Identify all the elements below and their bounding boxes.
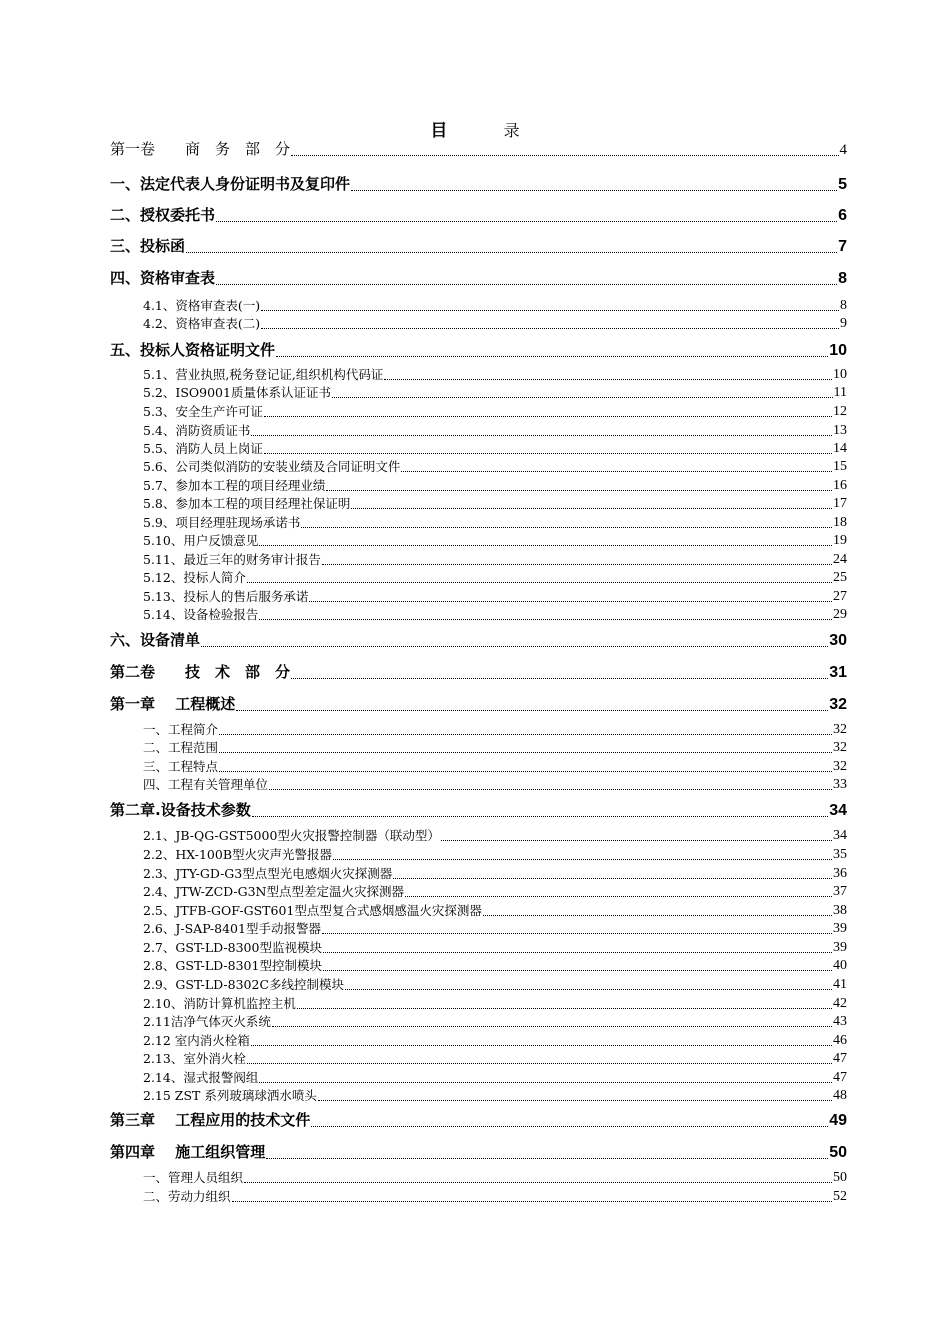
toc-dot-leader xyxy=(216,284,837,285)
toc-entry[interactable] xyxy=(143,977,847,993)
toc-dot-leader xyxy=(264,453,832,454)
toc-entry-page-number: 25 xyxy=(833,570,847,585)
toc-entry[interactable] xyxy=(110,234,847,256)
toc-entry-label: 2.5、JTFB-GOF-GST601型点型复合式感烟感温火灾探测器 xyxy=(143,903,482,918)
toc-dot-leader xyxy=(351,190,837,191)
toc-entry-page-number: 48 xyxy=(833,1088,847,1103)
toc-entry-label: 5.10、用户反馈意见 xyxy=(143,533,259,548)
toc-entry[interactable] xyxy=(143,903,847,919)
toc-entry-label: 第三章 工程应用的技术文件 xyxy=(110,1111,311,1129)
toc-entry-label: 4.1、资格审查表(一) xyxy=(143,298,261,313)
toc-entry-page-number: 13 xyxy=(833,423,847,438)
toc-dot-leader xyxy=(297,1008,832,1009)
toc-entry[interactable] xyxy=(143,385,847,401)
toc-entry[interactable] xyxy=(143,1189,847,1205)
toc-entry-page-number: 17 xyxy=(833,496,847,511)
toc-dot-leader xyxy=(201,646,828,647)
toc-entry[interactable] xyxy=(110,1108,847,1130)
toc-dot-leader xyxy=(216,221,837,222)
toc-entry[interactable] xyxy=(143,552,847,568)
toc-entry-page-number: 37 xyxy=(833,884,847,899)
toc-entry-page-number: 32 xyxy=(833,740,847,755)
toc-dot-leader xyxy=(333,859,832,860)
toc-entry-label: 2.11洁净气体灭火系统 xyxy=(143,1014,271,1029)
toc-entry-label: 2.1、JB-QG-GST5000型火灾报警控制器（联动型） xyxy=(143,828,440,843)
toc-dot-leader xyxy=(441,840,832,841)
toc-entry[interactable] xyxy=(110,628,847,650)
toc-entry-page-number: 24 xyxy=(833,552,847,567)
toc-entry-label: 第一卷 商 务 部 分 xyxy=(110,140,291,158)
toc-entry-label: 5.13、投标人的售后服务承诺 xyxy=(143,589,309,604)
toc-entry[interactable] xyxy=(143,958,847,974)
toc-entry-page-number: 6 xyxy=(838,207,847,224)
toc-entry[interactable] xyxy=(143,1033,847,1049)
toc-dot-leader xyxy=(251,435,832,436)
toc-entry[interactable] xyxy=(143,298,847,314)
toc-entry-page-number: 32 xyxy=(829,696,847,713)
toc-entry[interactable] xyxy=(143,478,847,494)
toc-entry[interactable] xyxy=(110,660,847,682)
toc-dot-leader xyxy=(252,816,829,817)
toc-entry-page-number: 39 xyxy=(833,921,847,936)
toc-entry-page-number: 11 xyxy=(833,385,847,400)
toc-entry[interactable] xyxy=(143,367,847,383)
toc-title-sub: 录 xyxy=(503,121,520,140)
toc-dot-leader xyxy=(219,752,832,753)
toc-entry[interactable] xyxy=(110,172,847,194)
toc-entry-page-number: 4 xyxy=(839,142,847,158)
toc-entry[interactable] xyxy=(143,1014,847,1030)
toc-entry[interactable] xyxy=(143,1088,847,1104)
toc-dot-leader xyxy=(326,490,832,491)
toc-dot-leader xyxy=(351,508,832,509)
toc-entry[interactable] xyxy=(143,940,847,956)
toc-entry-page-number: 15 xyxy=(833,459,847,474)
toc-dot-leader xyxy=(232,1201,832,1202)
toc-entry[interactable] xyxy=(143,607,847,623)
toc-dot-leader xyxy=(393,878,832,879)
toc-entry[interactable] xyxy=(143,423,847,439)
toc-dot-leader xyxy=(251,1045,832,1046)
toc-entry[interactable] xyxy=(143,441,847,457)
toc-entry[interactable] xyxy=(143,866,847,882)
toc-entry-label: 一、法定代表人身份证明书及复印件 xyxy=(110,175,351,193)
toc-entry[interactable] xyxy=(143,404,847,420)
toc-entry-page-number: 12 xyxy=(833,404,847,419)
toc-entry[interactable] xyxy=(143,589,847,605)
toc-entry-page-number: 8 xyxy=(840,298,847,313)
toc-entry-label: 2.4、JTW-ZCD-G3N型点型差定温火灾探测器 xyxy=(143,884,404,899)
toc-entry[interactable] xyxy=(110,1140,847,1162)
toc-dot-leader xyxy=(259,619,832,620)
toc-entry-label: 5.8、参加本工程的项目经理社保证明 xyxy=(143,496,351,511)
toc-entry-page-number: 49 xyxy=(829,1112,847,1129)
toc-entry-page-number: 34 xyxy=(833,828,847,843)
toc-dot-leader xyxy=(244,1182,832,1183)
toc-entry-page-number: 41 xyxy=(833,977,847,992)
toc-entry-page-number: 10 xyxy=(833,367,847,382)
toc-entry-page-number: 29 xyxy=(833,607,847,622)
toc-dot-leader xyxy=(322,564,832,565)
toc-dot-leader xyxy=(247,1063,832,1064)
toc-entry[interactable] xyxy=(143,316,847,332)
toc-entry-label: 2.3、JTY-GD-G3型点型光电感烟火灾探测器 xyxy=(143,866,393,881)
toc-entry-page-number: 9 xyxy=(840,316,847,331)
toc-entry[interactable] xyxy=(110,692,847,714)
toc-entry-page-number: 18 xyxy=(833,515,847,530)
toc-entry-label: 第一章 工程概述 xyxy=(110,695,236,713)
toc-entry[interactable] xyxy=(143,570,847,586)
toc-dot-leader xyxy=(186,252,837,253)
toc-dot-leader xyxy=(269,789,832,790)
toc-entry-label: 二、劳动力组织 xyxy=(143,1189,231,1204)
toc-entry-page-number: 50 xyxy=(833,1170,847,1185)
toc-entry-page-number: 16 xyxy=(833,478,847,493)
toc-dot-leader xyxy=(219,734,832,735)
toc-entry-label: 五、投标人资格证明文件 xyxy=(110,341,276,359)
toc-entry[interactable] xyxy=(143,459,847,475)
toc-dot-leader xyxy=(272,1026,832,1027)
toc-entry-label: 5.4、消防资质证书 xyxy=(143,423,251,438)
toc-entry-label: 2.15 ZST 系列玻璃球洒水喷头 xyxy=(143,1088,317,1103)
toc-entry-label: 5.6、公司类似消防的安装业绩及合同证明文件 xyxy=(143,459,401,474)
toc-entry[interactable] xyxy=(143,847,847,863)
toc-entry[interactable] xyxy=(143,1170,847,1186)
toc-entry-label: 四、工程有关管理单位 xyxy=(143,777,269,792)
toc-dot-leader xyxy=(266,1158,828,1159)
toc-title-main: 目 xyxy=(430,121,448,141)
toc-entry-label: 2.2、HX-100B型火灾声光警报器 xyxy=(143,847,333,862)
toc-entry-label: 一、管理人员组织 xyxy=(143,1170,244,1185)
toc-entry-page-number: 47 xyxy=(833,1051,847,1066)
toc-entry-page-number: 33 xyxy=(833,777,847,792)
toc-dot-leader xyxy=(323,952,832,953)
toc-dot-leader xyxy=(405,896,832,897)
toc-entry-page-number: 50 xyxy=(829,1144,847,1161)
toc-entry[interactable] xyxy=(143,1051,847,1067)
toc-entry-page-number: 27 xyxy=(833,589,847,604)
toc-entry-label: 六、设备清单 xyxy=(110,631,201,649)
toc-entry-page-number: 31 xyxy=(829,664,847,681)
toc-entry-page-number: 39 xyxy=(833,940,847,955)
toc-entry-label: 2.8、GST-LD-8301型控制模块 xyxy=(143,958,322,973)
toc-entry-page-number: 46 xyxy=(833,1033,847,1048)
toc-dot-leader xyxy=(261,328,839,329)
toc-entry-label: 三、投标函 xyxy=(110,237,186,255)
toc-entry-label: 5.12、投标人简介 xyxy=(143,570,246,585)
toc-dot-leader xyxy=(323,970,832,971)
toc-dot-leader xyxy=(483,915,832,916)
toc-entry-label: 2.13、室外消火栓 xyxy=(143,1051,246,1066)
toc-dot-leader xyxy=(345,989,832,990)
toc-entry[interactable] xyxy=(143,533,847,549)
toc-entry[interactable] xyxy=(110,266,847,288)
toc-entry-label: 2.14、湿式报警阀组 xyxy=(143,1070,259,1085)
toc-dot-leader xyxy=(309,601,832,602)
toc-entry-page-number: 7 xyxy=(838,238,847,255)
toc-entry-page-number: 14 xyxy=(833,441,847,456)
toc-entry[interactable] xyxy=(143,515,847,531)
toc-entry-label: 5.9、项目经理驻现场承诺书 xyxy=(143,515,301,530)
toc-entry-page-number: 36 xyxy=(833,866,847,881)
toc-entry-label: 5.5、消防人员上岗证 xyxy=(143,441,263,456)
toc-entry-label: 四、资格审查表 xyxy=(110,269,216,287)
toc-entry[interactable] xyxy=(110,338,847,360)
toc-entry-page-number: 32 xyxy=(833,722,847,737)
toc-dot-leader xyxy=(264,416,832,417)
toc-entry-page-number: 52 xyxy=(833,1189,847,1204)
toc-entry-page-number: 43 xyxy=(833,1014,847,1029)
toc-entry-page-number: 19 xyxy=(833,533,847,548)
toc-entry-page-number: 35 xyxy=(833,847,847,862)
toc-entry-label: 一、工程简介 xyxy=(143,722,219,737)
toc-entry[interactable] xyxy=(110,203,847,225)
toc-entry-page-number: 8 xyxy=(838,270,847,287)
toc-entry-label: 5.11、最近三年的财务审计报告 xyxy=(143,552,321,567)
toc-entry[interactable] xyxy=(143,722,847,738)
toc-entry-page-number: 34 xyxy=(829,802,847,819)
toc-entry-label: 第四章 施工组织管理 xyxy=(110,1143,266,1161)
toc-entry[interactable] xyxy=(143,921,847,937)
toc-entry-page-number: 10 xyxy=(829,342,847,359)
toc-dot-leader xyxy=(247,582,832,583)
toc-entry-label: 5.2、ISO9001质量体系认证证书 xyxy=(143,385,331,400)
toc-entry-label: 二、工程范围 xyxy=(143,740,219,755)
toc-entry-label: 二、授权委托书 xyxy=(110,206,216,224)
toc-dot-leader xyxy=(384,379,832,380)
toc-dot-leader xyxy=(322,933,832,934)
toc-dot-leader xyxy=(401,471,832,472)
toc-entry-page-number: 5 xyxy=(838,176,847,193)
toc-entry[interactable] xyxy=(143,777,847,793)
toc-dot-leader xyxy=(318,1100,832,1101)
toc-entry-label: 2.10、消防计算机监控主机 xyxy=(143,996,296,1011)
toc-entry-label: 5.7、参加本工程的项目经理业绩 xyxy=(143,478,326,493)
toc-entry[interactable] xyxy=(143,740,847,756)
toc-entry-label: 4.2、资格审查表(二) xyxy=(143,316,261,331)
toc-dot-leader xyxy=(259,545,832,546)
toc-entry[interactable] xyxy=(143,1070,847,1086)
toc-dot-leader xyxy=(259,1082,832,1083)
toc-entry[interactable] xyxy=(143,828,847,844)
toc-entry-page-number: 40 xyxy=(833,958,847,973)
toc-dot-leader xyxy=(219,771,832,772)
toc-entry[interactable] xyxy=(110,140,847,159)
toc-entry-label: 第二章.设备技术参数 xyxy=(110,801,251,819)
toc-dot-leader xyxy=(311,1126,828,1127)
toc-entry-label: 5.1、营业执照,税务登记证,组织机构代码证 xyxy=(143,367,384,382)
toc-entry[interactable] xyxy=(110,798,847,820)
toc-entry-label: 2.9、GST-LD-8302C多线控制模块 xyxy=(143,977,345,992)
toc-entry-label: 5.14、设备检验报告 xyxy=(143,607,259,622)
toc-dot-leader xyxy=(332,397,833,398)
toc-entry-page-number: 30 xyxy=(829,632,847,649)
toc-entry[interactable] xyxy=(143,884,847,900)
toc-entry[interactable] xyxy=(143,996,847,1012)
toc-dot-leader xyxy=(291,155,838,156)
toc-entry-page-number: 38 xyxy=(833,903,847,918)
toc-dot-leader xyxy=(261,310,839,311)
toc-entry-label: 三、工程特点 xyxy=(143,759,219,774)
toc-entry-label: 2.12 室内消火栓箱 xyxy=(143,1033,250,1048)
toc-entry[interactable] xyxy=(143,496,847,512)
toc-dot-leader xyxy=(236,710,828,711)
toc-entry-page-number: 47 xyxy=(833,1070,847,1085)
toc-entry-label: 2.7、GST-LD-8300型监视模块 xyxy=(143,940,322,955)
toc-entry-page-number: 42 xyxy=(833,996,847,1011)
toc-entry-label: 5.3、安全生产许可证 xyxy=(143,404,263,419)
toc-entry[interactable] xyxy=(143,759,847,775)
toc-dot-leader xyxy=(301,527,832,528)
toc-entry-page-number: 32 xyxy=(833,759,847,774)
toc-dot-leader xyxy=(291,678,828,679)
toc-entry-label: 2.6、J-SAP-8401型手动报警器 xyxy=(143,921,321,936)
toc-dot-leader xyxy=(276,356,828,357)
toc-entry-label: 第二卷 技 术 部 分 xyxy=(110,663,291,681)
